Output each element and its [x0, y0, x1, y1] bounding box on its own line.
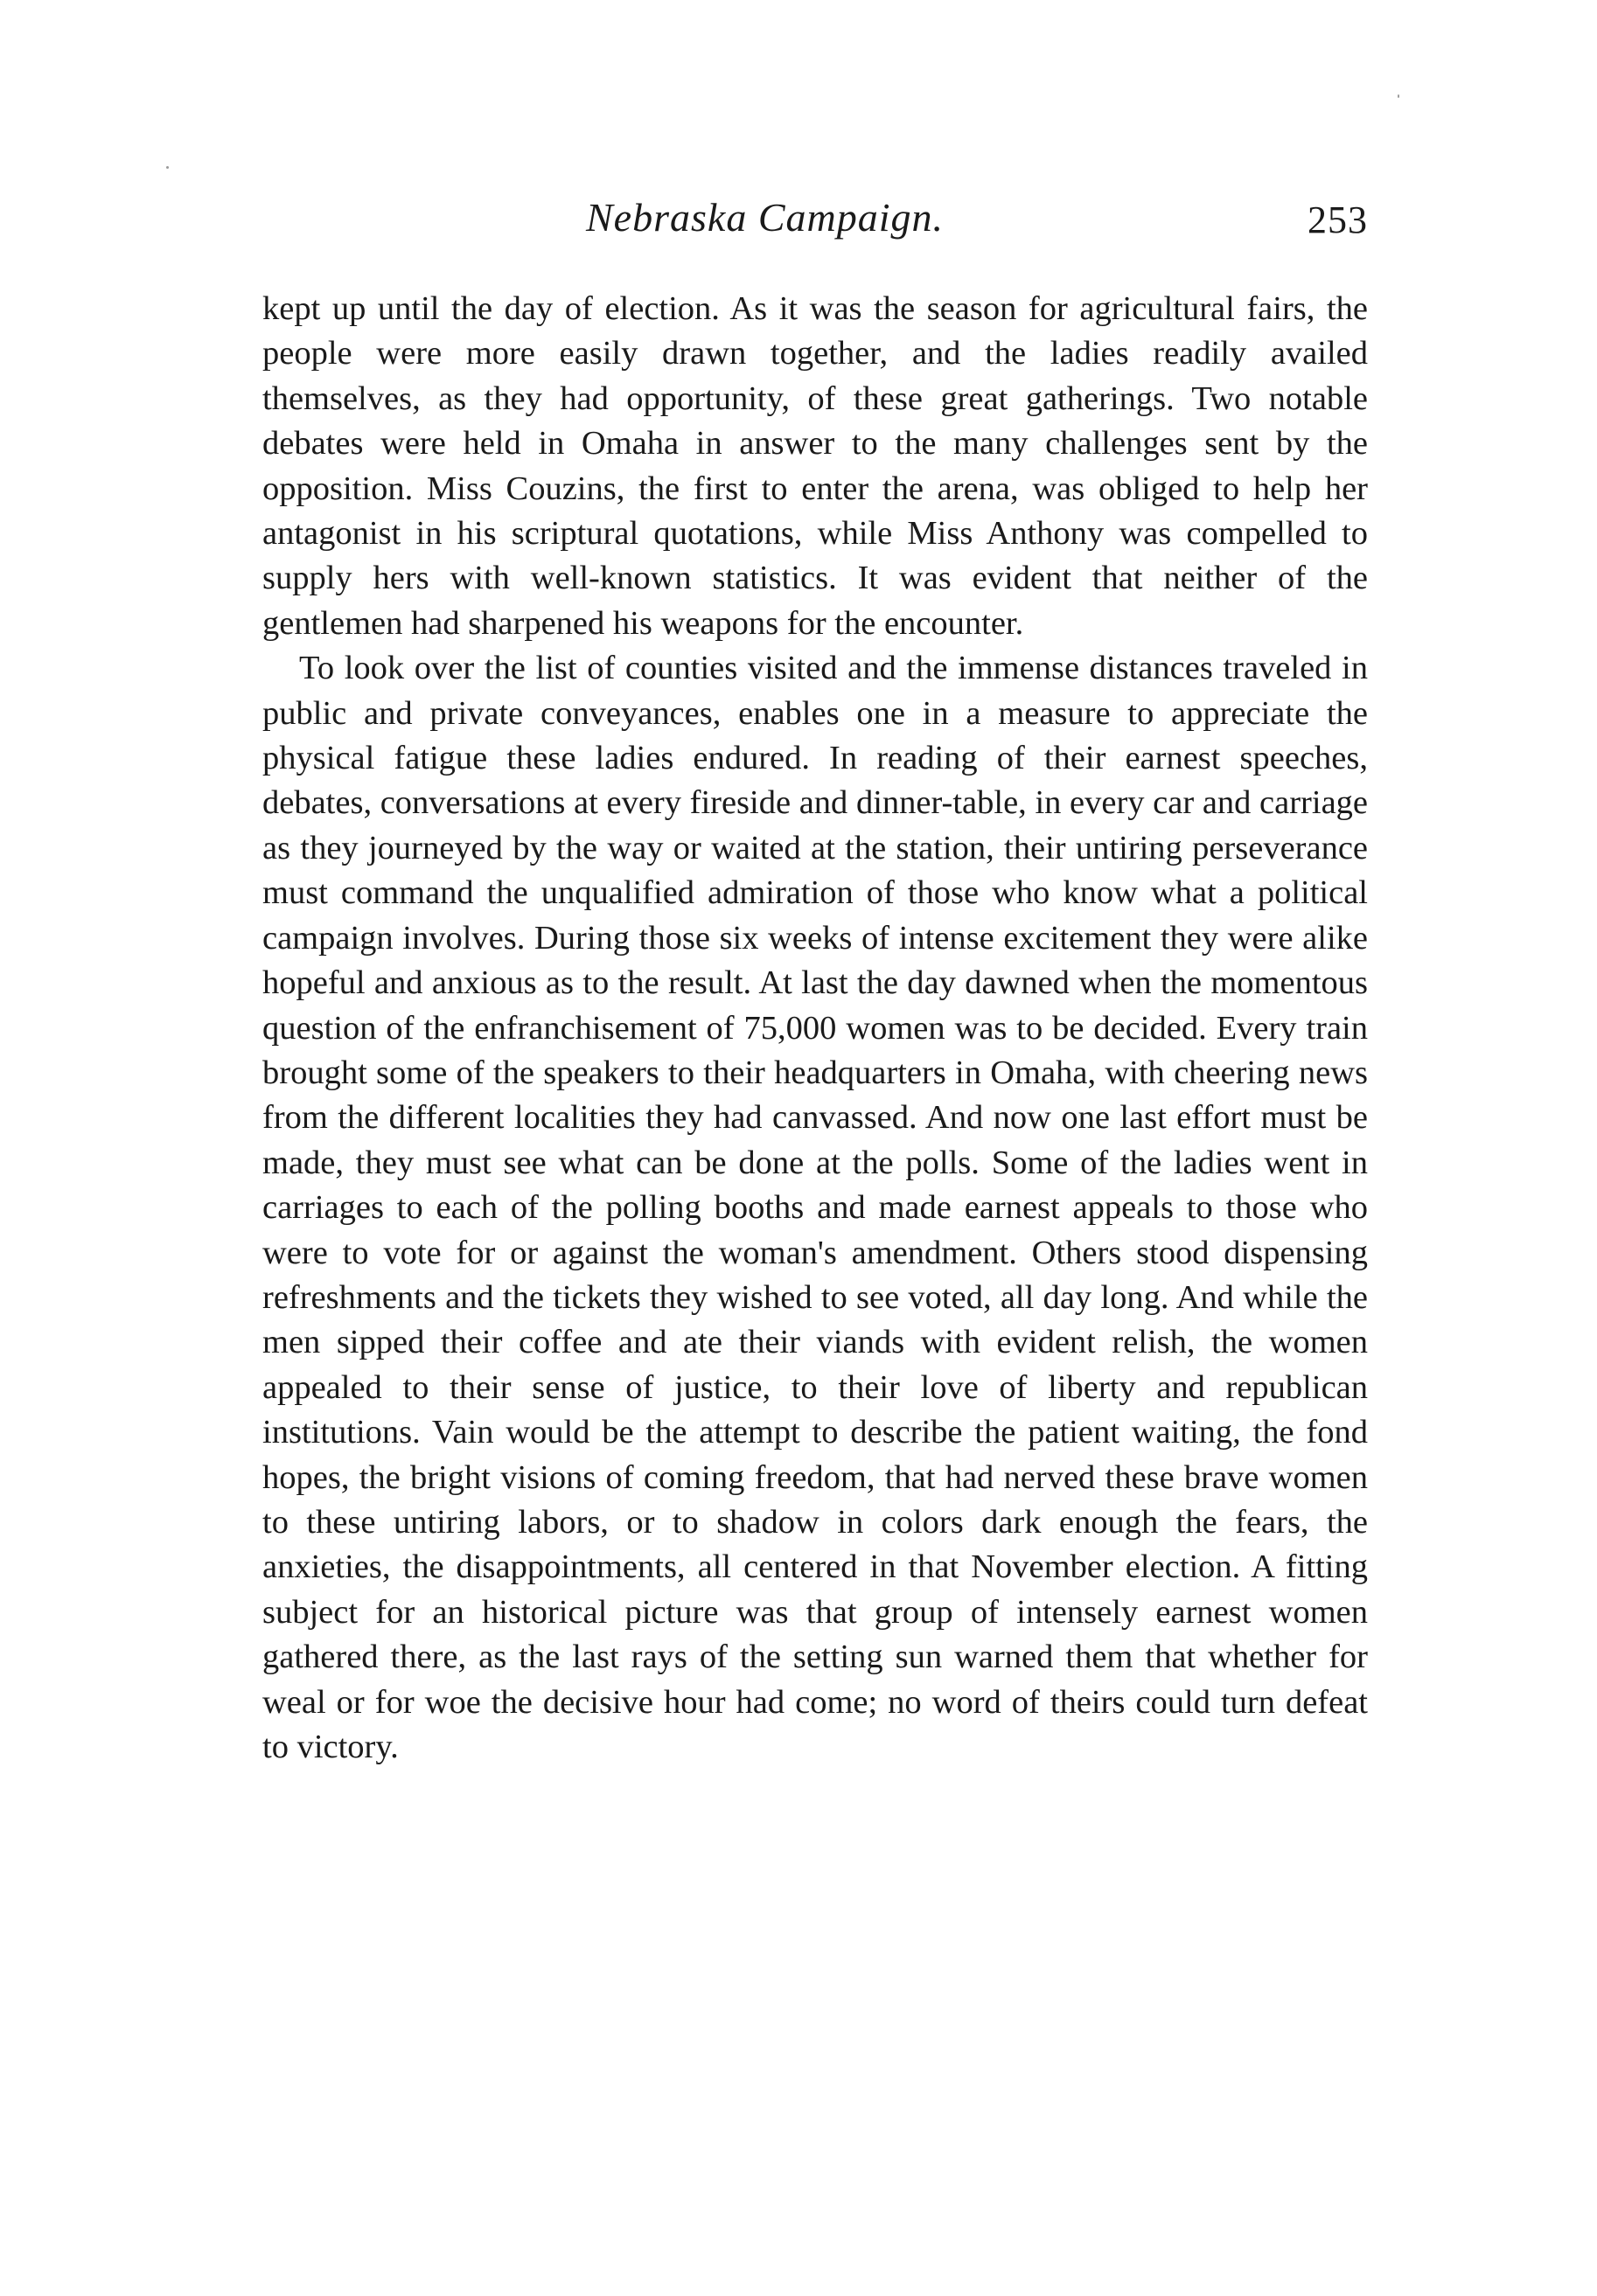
page-header	[262, 194, 1368, 255]
paragraph: To look over the list of counties visited and the immense distances traveled in public and private conveyances, enables one in a measure to appreciate the physical fatigue these ladies endured. In reading of their earnest speeches, debates, conversations at every fireside and dinner-table, in every car and carriage as they journeyed by the way or waited at the station, their untiring perseverance must command the unqualified admiration of those who know what a political campaign involves. During those six weeks of intense excitement they were alike hopeful and anxious as to the result. At last the day dawned when the momentous question of the enfranchisement of 75,000 women was to be decided. Every train brought some of the speakers to their headquarters in Omaha, with cheering news from the different localities they had canvassed. And now one last effort must be made, they must see what can be done at the polls. Some of the ladies went in carriages to each of the polling booths and made earnest appeals to those who were to vote for or against the woman's amendment. Others stood dispensing refreshments and the tickets they wished to see voted, all day long. And while the men sipped their coffee and ate their viands with evident relish, the women appealed to their sense of justice, to their love of liberty and republican institutions. Vain would be the attempt to describe the patient waiting, the fond hopes, the bright visions of coming freedom, that had nerved these brave women to these untiring labors, or to shadow in colors dark enough the fears, the anxieties, the disappointments, all centered in that November election. A fitting subject for an historical picture was that group of intensely earnest women gathered there, as the last rays of the setting sun warned them that whether for weal or for woe the decisive hour had come; no word of theirs could turn defeat to victory.	[262, 650, 1368, 1765]
paper-speck	[1398, 94, 1399, 98]
paragraph: kept up until the day of election. As it was the season for agricultural fairs, the people were more easily drawn together, and the ladies readily availed themselves, as they had opportunity, of these great gatherings. Two notable debates were held in Omaha in answer to the many challenges sent by the opposition. Miss Couzins, the first to enter the arena, was obliged to help her antagonist in his scriptural quotations, while Miss Anthony was compelled to supply hers with well-known statistics. It was evident that neither of the gentlemen had sharpened his weapons for the encounter.	[262, 290, 1368, 642]
body-text	[262, 287, 1368, 1770]
page-number: 253	[1308, 198, 1368, 241]
running-title: Nebraska Campaign.	[586, 195, 944, 240]
paper-speck	[166, 166, 169, 169]
